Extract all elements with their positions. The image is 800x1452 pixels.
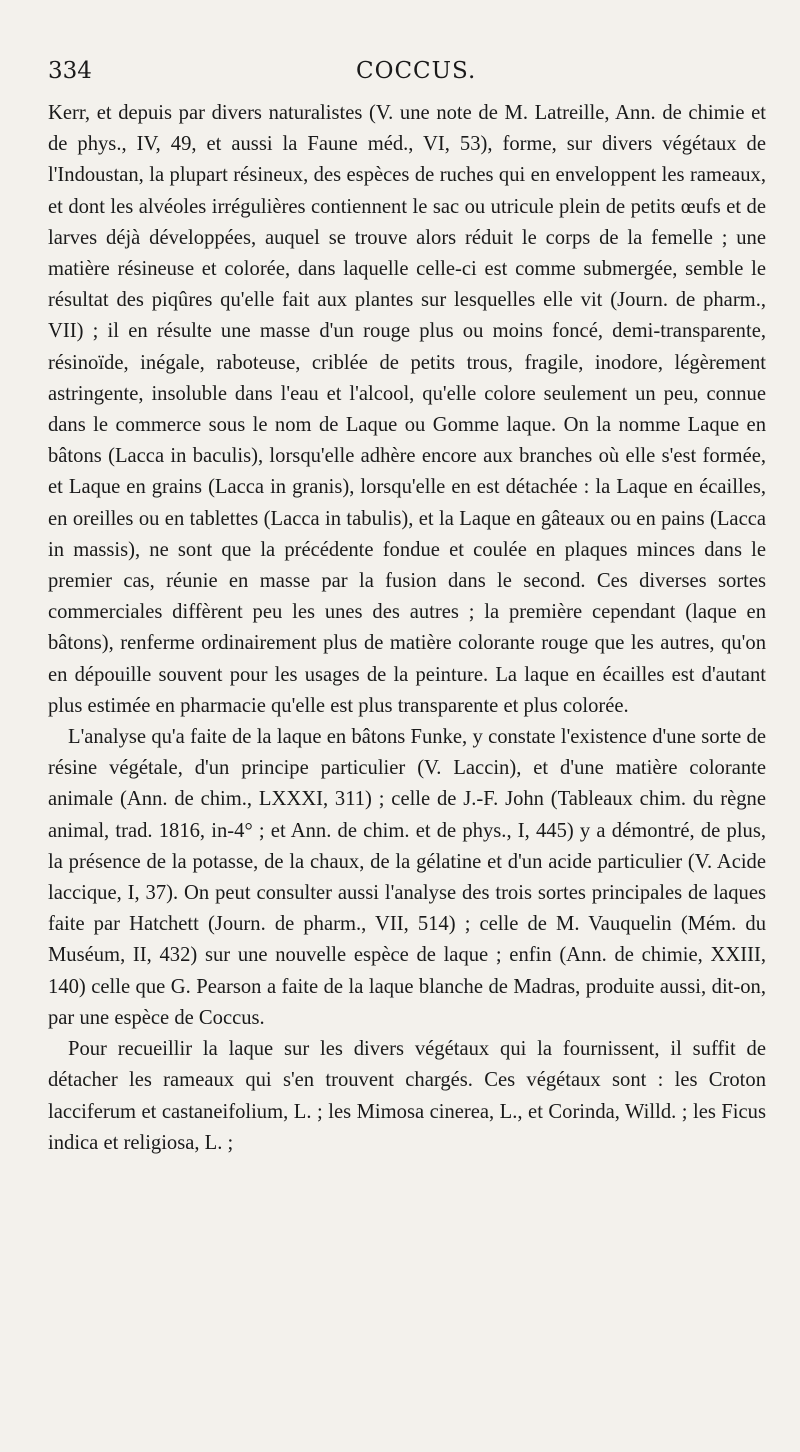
paragraph-2: L'analyse qu'a faite de la laque en bâtons Funke, y constate l'existence d'une sorte de résine végétale, d'un principe particulier (V. Laccin), et d'une matière colorante animale (Ann. de chim., LXXXI, 311) ; celle de J.-F. John (Tableaux chim. du règne animal, trad. 1816, in-4° ; et Ann. de chim. et de phys., I, 445) y a démontré, de plus, la présence de la potasse, de la chaux, de la gélatine et d'un acide particulier (V. Acide laccique, I, 37). On peut consulter aussi l'analyse des trois sortes principales de laques faite par Hatchett (Journ. de pharm., VII, 514) ; celle de M. Vauquelin (Mém. du Muséum, II, 432) sur une nouvelle espèce de laque ; enfin (Ann. de chimie, XXIII, 140) celle que G. Pearson a faite de la laque blanche de Madras, produite aussi, dit-on, par une espèce de Coccus. (48, 726, 766, 1029)
body-text (48, 98, 766, 1159)
running-head (48, 58, 766, 98)
paragraph-3: Pour recueillir la laque sur les divers végétaux qui la fournissent, il suffit de détacher les rameaux qui s'en trouvent chargés. Ces végétaux sont : les Croton lacciferum et castaneifolium, L. ; les Mimosa cinerea, L., et Corinda, Willd. ; les Ficus indica et religiosa, L. ; (48, 1038, 766, 1154)
running-title: COCCUS. (356, 58, 477, 84)
page-number: 334 (48, 58, 92, 84)
paragraph-1: Kerr, et depuis par divers naturalistes (V. une note de M. Latreille, Ann. de chimie et de phys., IV, 49, et aussi la Faune méd., VI, 53), forme, sur divers végétaux de l'Indoustan, la plupart résineux, des espèces de ruches qui en enveloppent les rameaux, et dont les alvéoles irrégulières contiennent le sac ou utricule plein de petits œufs et de larves déjà développées, auquel se trouve alors réduit le corps de la femelle ; une matière résineuse et colorée, dans laquelle celle-ci est comme submergée, semble le résultat des piqûres qu'elle fait aux plantes sur lesquelles elle vit (Journ. de pharm., VII) ; il en résulte une masse d'un rouge plus ou moins foncé, demi-transparente, résinoïde, inégale, raboteuse, criblée de petits trous, fragile, inodore, légèrement astringente, insoluble dans l'eau et l'alcool, qu'elle colore seulement un peu, connue dans le commerce sous le nom de Laque ou Gomme laque. On la nomme Laque en bâtons (Lacca in baculis), lorsqu'elle adhère encore aux branches où elle s'est formée, et Laque en grains (Lacca in granis), lorsqu'elle en est détachée : la Laque en écailles, en oreilles ou en tablettes (Lacca in tabulis), et la Laque en gâteaux ou en pains (Lacca in massis), ne sont que la précédente fondue et coulée en plaques minces dans le premier cas, réunie en masse par la fusion dans le second. Ces diverses sortes commerciales diffèrent peu les unes des autres ; la première cependant (laque en bâtons), renferme ordinairement plus de matière colorante rouge que les autres, qu'on en dépouille souvent pour les usages de la peinture. La laque en écailles est d'autant plus estimée en pharmacie qu'elle est plus transparente et plus colorée. (48, 102, 766, 717)
